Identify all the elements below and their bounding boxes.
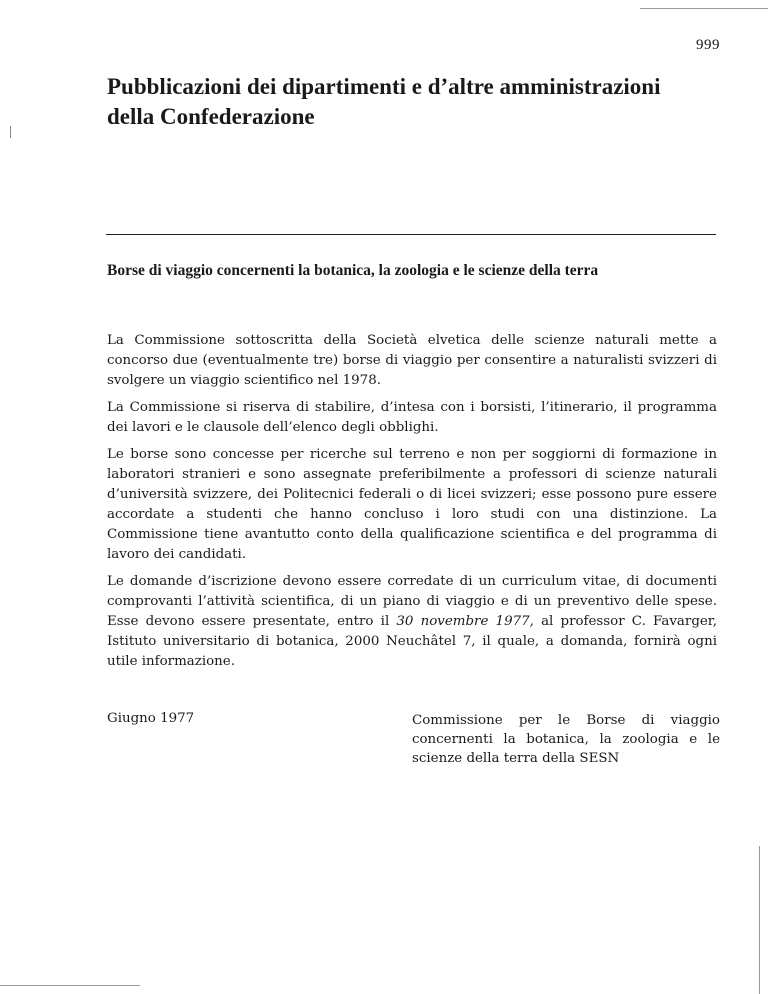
scan-edge-mark-right: [759, 846, 760, 994]
section-divider: [106, 234, 716, 235]
paragraph-4-text-end: al professor C. Favarger, Istituto universitario di botanica, 2000 Neuchâtel 7, il quale, a domanda, fornirà ogni utile informazione.: [107, 614, 717, 669]
page-number: 999: [696, 37, 720, 53]
issue-date: Giugno 1977: [107, 711, 195, 726]
paragraph-2: La Commissione si riserva di stabilire, d’intesa con i borsisti, l’itinerario, il programma dei lavori e le clausole dell’elenco degli obblighi.: [107, 400, 717, 435]
paragraph-4-text-start: Le domande d’iscrizione devono essere corredate di un curriculum vitae, di documenti comprovanti l’attività scientifica, di un piano di viaggio e di un preventivo delle spese. Esse devono essere presentate, entro il: [107, 574, 717, 629]
paragraph-4: [107, 572, 717, 672]
page-title: Pubblicazioni dei dipartimenti e d’altre amministrazioni della Confederazione: [107, 74, 661, 129]
scan-edge-mark-left: [10, 126, 11, 138]
announcement-body: [107, 331, 717, 679]
deadline-date: 30 novembre 1977,: [396, 614, 534, 629]
signatory-commission: Commissione per le Borse di viaggio concernenti la botanica, la zoologia e le scienze della terra della SESN: [412, 713, 720, 766]
scan-edge-line-bottom: [0, 985, 140, 986]
announcement-heading: Borse di viaggio concernenti la botanica, la zoologia e le scienze della terra: [107, 262, 599, 279]
scan-edge-line-top: [640, 8, 768, 9]
paragraph-3: Le borse sono concesse per ricerche sul terreno e non per soggiorni di formazione in laboratori stranieri e sono assegnate preferibilmente a professori di scienze naturali d’università svizzere, dei Politecnici federali o di licei svizzeri; esse possono pure essere accordate a studenti che hanno concluso i loro studi con una distinzione. La Commissione tiene avantutto conto della qualificazione scientifica e del programma di lavoro dei candidati.: [107, 447, 717, 562]
paragraph-1: La Commissione sottoscritta della Società elvetica delle scienze naturali mette a concorso due (eventualmente tre) borse di viaggio per consentire a naturalisti svizzeri di svolgere un viaggio scientifico nel 1978.: [107, 333, 717, 388]
